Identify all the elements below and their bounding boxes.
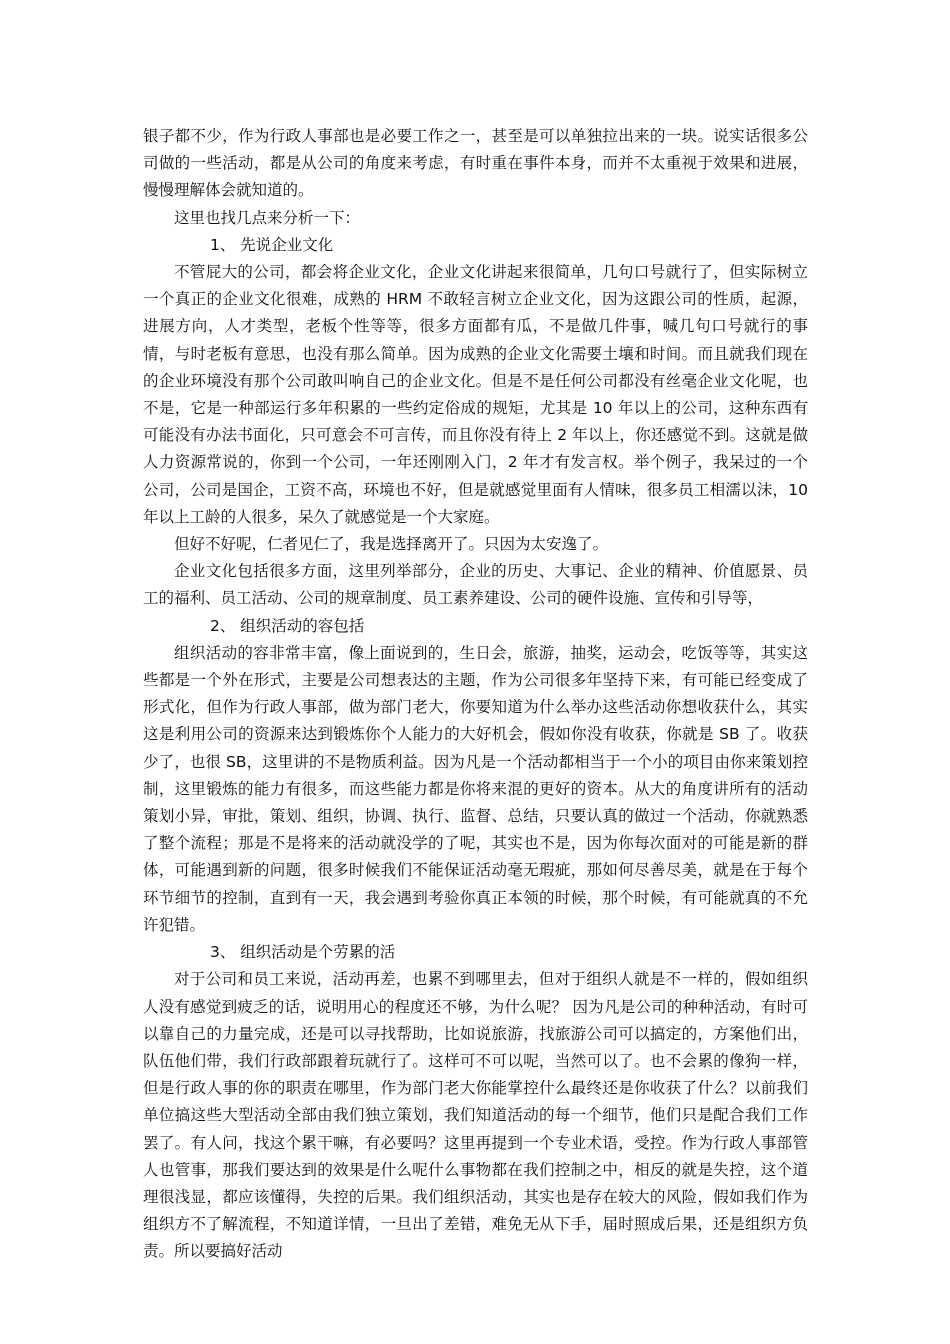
paragraph-activity-content: 组织活动的容非常丰富，像上面说到的，生日会，旅游，抽奖，运动会，吃饭等等，其实这些都是一个外在形式，主要是公司想表达的主题，作为公司很多年坚持下来，有可能已经变成了形式化，但作为行政人事部，做为部门老大，你要知道为什么举办这些活动你想收获什么，其实这是利用公司的资源来达到锻炼你个人能力的大好机会，假如你没有收获，你就是 SB 了。收获少了，也很 SB，这里讲的不是物质利益。因为凡是一个活动都相当于一个小的项目由你来策划控制，这里锻炼的能力有很多，而这些能力都是你将来混的更好的资本。从大的角度讲所有的活动策划小异，审批，策划、组织，协调、执行、监督、总结，只要认真的做过一个活动，你就熟悉了整个流程；那是不是将来的活动就没学的了呢，其实也不是，因为你每次面对的可能是新的群体，可能遇到新的问题，很多时候我们不能保证活动毫无瑕疵，那如何尽善尽美，就是在于每个环节细节的控制，直到有一天，我会遇到考验你真正本领的时候，那个时候，有可能就真的不允许犯错。 [143, 643, 808, 934]
section-heading-activity-tiring: 3、 组织活动是个劳累的活 [210, 943, 396, 962]
paragraph-leaving: 但好不好呢，仁者见仁了，我是选择离开了。只因为太安逸了。 [174, 535, 609, 554]
document-page [143, 123, 808, 1266]
paragraph-intro: 银子都不少，作为行政人事部也是必要工作之一，甚至是可以单独拉出来的一块。说实话很多公司做的一些活动，都是从公司的角度来考虑，有时重在事件本身，而并不太重视于效果和进展，慢慢理解体会就知道的。 [143, 127, 808, 200]
paragraph-culture-aspects: 企业文化包括很多方面，这里列举部分，企业的历史、大事记、企业的精神、价值愿景、员工的福利、员工活动、公司的规章制度、员工素养建设、公司的硬件设施、宣传和引导等， [143, 562, 808, 608]
section-heading-corporate-culture: 1、 先说企业文化 [210, 235, 334, 254]
section-heading-activity-content: 2、 组织活动的容包括 [210, 616, 365, 635]
paragraph-activity-tiring: 对于公司和员工来说，活动再差，也累不到哪里去，但对于组织人就是不一样的，假如组织人没有感觉到疲乏的话，说明用心的程度还不够，为什么呢？ 因为凡是公司的种种活动，有时可以靠自己的力量完成，还是可以寻找帮助，比如说旅游，找旅游公司可以搞定的，方案他们出，队伍他们带，我们行政部跟着玩就行了。这样可不可以呢，当然可以了。也不会累的像狗一样，但是行政人事的你的职责在哪里，作为部门老大你能掌控什么最终还是你收获了什么？以前我们单位搞这些大型活动全部由我们独立策划，我们知道活动的每一个细节，他们只是配合我们工作罢了。有人问，找这个累干嘛，有必要吗？这里再提到一个专业术语，受控。作为行政人事部管人也管事，那我们要达到的效果是什么呢什么事物都在我们控制之中，相反的就是失控，这个道理很浅显，都应该懂得，失控的后果。我们组织活动，其实也是存在较大的风险，假如我们作为组织方不了解流程，不知道详情，一旦出了差错，难免无从下手，届时照成后果，还是组织方负责。所以要搞好活动 [143, 970, 808, 1261]
paragraph-corporate-culture: 不管屁大的公司，都会将企业文化，企业文化讲起来很简单，几句口号就行了，但实际树立一个真正的企业文化很难，成熟的 HRM 不敢轻言树立企业文化，因为这跟公司的性质，起源，进展方向，人才类型，老板个性等等，很多方面都有瓜，不是做几件事，喊几句口号就行的事情，与时老板有意思，也没有那么简单。因为成熟的企业文化需要土壤和时间。而且就我们现在的企业环境没有那个公司敢叫响自己的企业文化。但是不是任何公司都没有丝毫企业文化呢，也不是，它是一种部运行多年积累的一些约定俗成的规矩，尤其是 10 年以上的公司，这种东西有可能没有办法书面化，只可意会不可言传，而且你没有待上 2 年以上，你还感觉不到。这就是做人力资源常说的，你到一个公司，一年还刚刚入门，2 年才有发言权。举个例子，我呆过的一个公司，公司是国企，工资不高，环境也不好，但是就感觉里面有人情味，很多员工相濡以沫，10 年以上工龄的人很多，呆久了就感觉是一个大家庭。 [143, 263, 808, 526]
paragraph-analysis-lead: 这里也找几点来分析一下： [174, 208, 361, 227]
